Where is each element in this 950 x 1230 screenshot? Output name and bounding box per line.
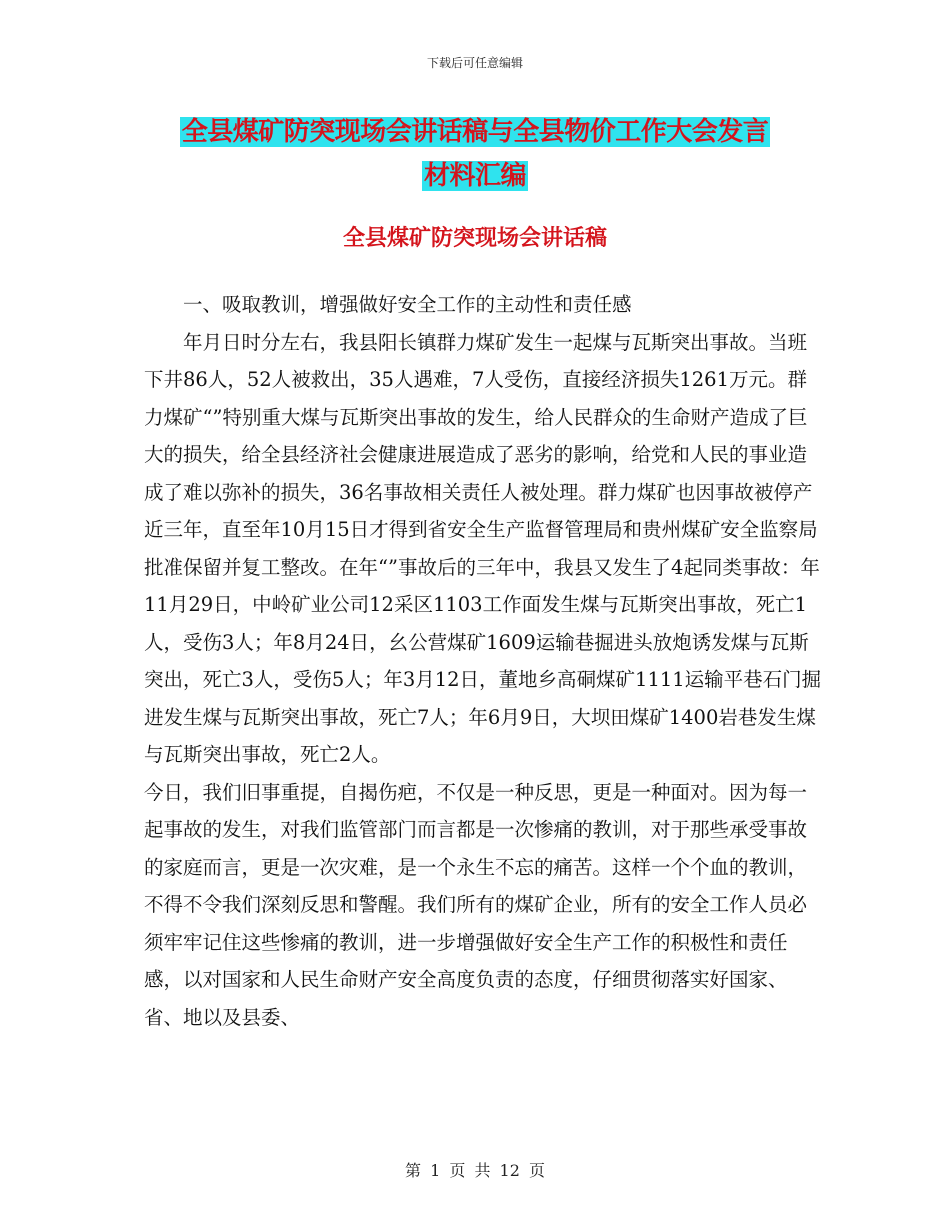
section-title: 全县煤矿防突现场会讲话稿	[342, 225, 607, 251]
document-body	[144, 286, 824, 1036]
document-title-continued	[0, 155, 950, 197]
body-paragraph: 年月日时分左右，我县阳长镇群力煤矿发生一起煤与瓦斯突出事故。当班下井86人，52人被救出，35人遇难，7人受伤，直接经济损失1261万元。群力煤矿“”特别重大煤与瓦斯突出事故的发生，给人民群众的生命财产造成了巨大的损失，给全县经济社会健康进展造成了恶劣的影响，给党和人民的事业造成了难以弥补的损失，36名事故相关责任人被处理。群力煤矿也因事故被停产近三年，直至年10月15日才得到省安全生产监督管理局和贵州煤矿安全监察局批准保留并复工整改。在年“”事故后的三年中，我县又发生了4起同类事故：年11月29日，中岭矿业公司12采区1103工作面发生煤与瓦斯突出事故，死亡1人，受伤3人；年8月24日，幺公营煤矿1609运输巷掘进头放炮诱发煤与瓦斯突出，死亡3人，受伤5人；年3月12日，董地乡高硐煤矿1111运输平巷石门掘进发生煤与瓦斯突出事故，死亡7人；年6月9日，大坝田煤矿1400岩巷发生煤与瓦斯突出事故，死亡2人。	[144, 330, 822, 766]
document-title-line-2: 材料汇编	[423, 161, 526, 191]
body-paragraph: 今日，我们旧事重提，自揭伤疤，不仅是一种反思，更是一种面对。因为每一起事故的发生，对我们监管部门而言都是一次惨痛的教训，对于那些承受事故的家庭而言，更是一次灾难，是一个永生不忘的痛苦。这样一个个血的教训，不得不令我们深刻反思和警醒。我们所有的煤矿企业，所有的安全工作人员必须牢牢记住这些惨痛的教训，进一步增强做好安全生产工作的积极性和责任感，以对国家和人民生命财产安全高度负责的态度，仔细贯彻落实好国家、省、地以及县委、	[144, 780, 808, 1029]
section-heading: 一、吸取教训，增强做好安全工作的主动性和责任感	[183, 293, 632, 316]
page-number: 第 1 页 共 12 页	[405, 1161, 545, 1180]
header-note: 下载后可任意编辑	[426, 56, 523, 70]
document-title-line-1: 全县煤矿防突现场会讲话稿与全县物价工作大会发言	[181, 117, 769, 147]
document-title	[0, 111, 950, 153]
